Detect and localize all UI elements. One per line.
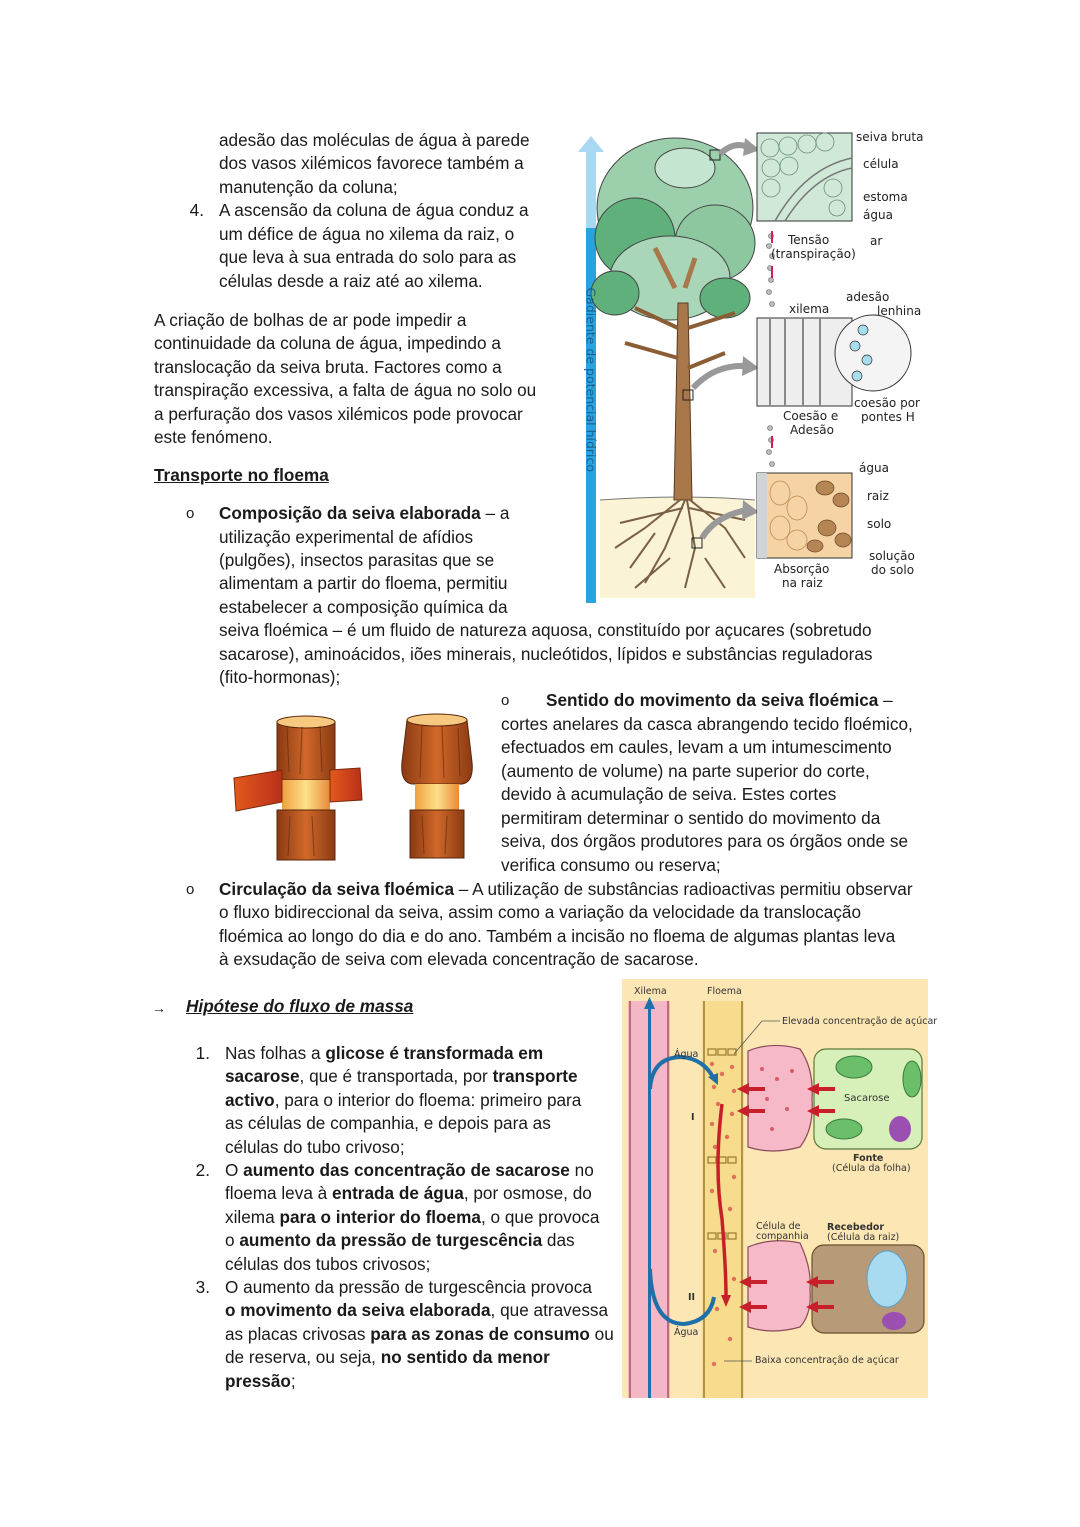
list-item-4-line: A ascensão da coluna de água conduz a — [219, 200, 529, 220]
label-celula-folha: (Célula da folha) — [832, 1163, 911, 1174]
list-item-line: sacarose, que é transportada, por transporte — [225, 1066, 578, 1087]
list-item-line: O aumento da pressão de turgescência provoca — [225, 1277, 592, 1297]
label-solucao: solução — [869, 549, 915, 563]
marker-ii: II — [688, 1292, 696, 1303]
bullet-line: Circulação da seiva floémica – A utilização de substâncias radioactivas permitiu observar — [219, 879, 913, 899]
label-xilema: Xilema — [634, 986, 667, 997]
label-lenhina: lenhina — [877, 304, 922, 318]
bullet-line: seiva, dos órgãos produtores para os órgãos onde se — [501, 831, 909, 851]
bullet-line: Composição da seiva elaborada – a — [219, 503, 510, 523]
bullet-marker: o — [186, 881, 195, 898]
bullet-title: Circulação da seiva floémica — [219, 879, 455, 899]
label-recebedor: Recebedor — [827, 1222, 885, 1233]
bullet-line: o fluxo bidireccional da seiva, assim como a variação da velocidade da translocação — [219, 902, 862, 922]
label-agua-root: água — [859, 461, 889, 475]
bullet-line: (aumento de volume) na parte superior do corte, — [501, 761, 870, 781]
section-heading: Transporte no floema — [154, 465, 329, 485]
paragraph-line: a perfuração dos vasos xilémicos pode provocar — [154, 404, 523, 424]
bullet-line: (fito-hormonas); — [219, 667, 341, 687]
list-item-line: de reserva, ou seja, no sentido da menor — [225, 1347, 550, 1368]
label-floema: Floema — [707, 986, 742, 997]
list-item-line: O aumento das concentração de sacarose no — [225, 1160, 594, 1180]
bullet-line: à exsudação de seiva com elevada concentração de sacarose. — [219, 949, 699, 969]
list-item-line: Nas folhas a glicose é transformada em — [225, 1043, 544, 1063]
list-number: 3. — [195, 1277, 210, 1297]
list-item-line: as placas crivosas para as zonas de consumo ou — [225, 1323, 614, 1344]
label-seiva-bruta: seiva bruta — [856, 130, 924, 144]
paragraph-line: A criação de bolhas de ar pode impedir a — [154, 310, 467, 330]
mass-flow-diagram — [622, 979, 928, 1398]
label-pontes-h: pontes H — [861, 410, 915, 424]
label-do-solo: do solo — [871, 563, 915, 577]
label-agua: água — [863, 208, 893, 222]
label-low-sugar: Baixa concentração de açúcar — [755, 1355, 899, 1366]
bullet-marker: o — [501, 692, 510, 709]
caption-adesao: Adesão — [790, 423, 834, 437]
list-item-3-line: manutenção da coluna; — [219, 177, 398, 197]
marker-i: I — [691, 1112, 695, 1123]
paragraph-line: continuidade da coluna de água, impedindo a — [154, 333, 501, 353]
label-solo: solo — [867, 517, 892, 531]
list-item-line: pressão; — [225, 1370, 296, 1391]
caption-tensao: Tensão — [788, 233, 830, 247]
paragraph-line: translocação da seiva bruta. Factores como a — [154, 357, 502, 377]
list-item-line: células dos tubos crivosos; — [225, 1253, 431, 1274]
list-item-4-line: um défice de água no xilema da raiz, o — [219, 224, 515, 244]
gradient-label: Gadiente de potencial hídrico — [583, 287, 599, 473]
label-celula-de: Célula de — [756, 1221, 801, 1232]
figure-xylem-transport — [575, 128, 935, 608]
label-companhia: companhia — [756, 1231, 809, 1242]
list-item-4-line: que leva à sua entrada do solo para as — [219, 247, 517, 267]
list-item-line: floema leva à entrada de água, por osmose, do — [225, 1183, 592, 1204]
list-item-4-line: células desde a raiz até ao xilema. — [219, 271, 483, 291]
label-estoma: estoma — [863, 190, 908, 204]
gradient-label-wrap — [579, 288, 603, 488]
label-ar: ar — [870, 234, 883, 248]
mass-flow-heading: Hipótese do fluxo de massa — [186, 996, 414, 1016]
figure-mass-flow — [622, 979, 938, 1398]
caption-transpiracao: (transpiração) — [771, 247, 856, 261]
paragraph-line: este fenómeno. — [154, 427, 273, 447]
bullet-line: floémica ao longo do dia e do ano. Também a incisão no floema de algumas plantas leva — [219, 926, 896, 946]
bullet-line: Sentido do movimento da seiva floémica – — [546, 690, 893, 710]
bullet-line: sacarose), aminoácidos, iões minerais, nucleótidos, lípidos e substâncias reguladoras — [219, 644, 873, 664]
list-item-line: xilema para o interior do floema, o que provoca — [225, 1206, 600, 1227]
label-xilema: xilema — [789, 302, 830, 316]
paragraph-line: transpiração excessiva, a falta de água no solo ou — [154, 380, 537, 400]
list-number: 4. — [189, 200, 204, 220]
caption-absorcao: Absorção — [774, 562, 830, 576]
bullet-line: alimentam a partir do floema, permitiu — [219, 573, 508, 593]
list-number: 1. — [195, 1043, 210, 1063]
bullet-line: permitiram determinar o sentido do movimento da — [501, 808, 881, 828]
list-item-3-line: dos vasos xilémicos favorece também a — [219, 153, 524, 173]
list-item-line: células do tubo crivoso; — [225, 1136, 405, 1157]
list-item-line: o movimento da seiva elaborada, que atravessa — [225, 1300, 609, 1321]
list-item-line: o aumento da pressão de turgescência das — [225, 1230, 575, 1251]
bullet-marker: o — [186, 505, 195, 522]
arrow-icon: → — [152, 1000, 166, 1016]
label-fonte: Fonte — [853, 1153, 884, 1164]
label-celula: célula — [863, 157, 899, 171]
bullet-line: estabelecer a composição química da — [219, 597, 508, 617]
label-high-sugar: Elevada concentração de açúcar — [782, 1016, 938, 1027]
bullet-title: Composição da seiva elaborada — [219, 503, 481, 523]
label-sacarose: Sacarose — [844, 1093, 890, 1104]
bullet-line: devido à acumulação de seiva. Estes cortes — [501, 784, 837, 804]
list-item-3-line: adesão das moléculas de água à parede — [219, 130, 530, 150]
list-item-line: activo, para o interior do floema: primeiro para — [225, 1089, 582, 1110]
label-agua-top: Água — [674, 1049, 699, 1060]
label-adesao: adesão — [846, 290, 890, 304]
bullet-line: verifica consumo ou reserva; — [501, 855, 721, 875]
bullet-line: utilização experimental de afídios — [219, 527, 474, 547]
girdling-illustration — [232, 712, 482, 862]
list-item-line: as células de companhia, e depois para as — [225, 1113, 551, 1134]
bullet-line: seiva floémica – é um fluido de natureza aquosa, constituído por açucares (sobretudo — [219, 620, 872, 640]
label-agua-bottom: Água — [674, 1327, 699, 1338]
caption-coesao-e: Coesão e — [783, 409, 839, 423]
label-celula-raiz: (Célula da raiz) — [827, 1232, 900, 1243]
bullet-line: (pulgões), insectos parasitas que se — [219, 550, 495, 570]
label-raiz: raiz — [867, 489, 889, 503]
bullet-line: efectuados em caules, levam a um intumescimento — [501, 737, 892, 757]
bullet-title: Sentido do movimento da seiva floémica — [546, 690, 879, 710]
caption-na-raiz: na raiz — [782, 576, 823, 590]
list-number: 2. — [195, 1160, 210, 1180]
bullet-line: cortes anelares da casca abrangendo tecido floémico, — [501, 714, 913, 734]
label-coesao-por: coesão por — [854, 396, 920, 410]
